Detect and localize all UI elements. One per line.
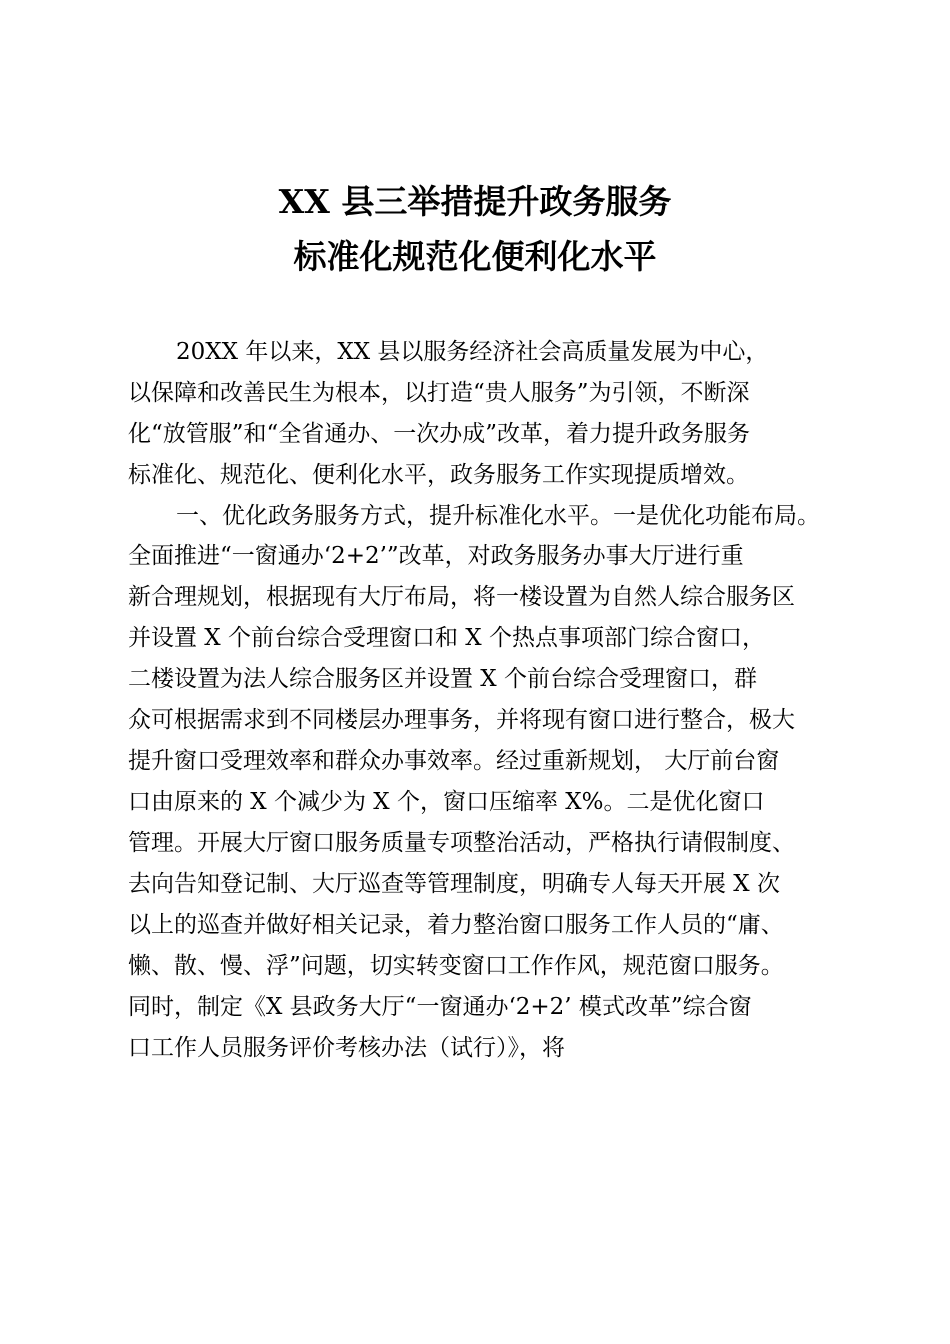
paragraph-line: 20XX 年以来，XX 县以服务经济社会高质量发展为中心， (176, 339, 769, 365)
paragraph-line: 以上的巡查并做好相关记录，着力整治窗口服务工作人员的“庸、 (128, 912, 784, 938)
paragraph-line: 提升窗口受理效率和群众办事效率。经过重新规划， 大厅前台窗 (128, 748, 780, 774)
paragraph-line: 标准化、规范化、便利化水平，政务服务工作实现提质增效。 (128, 462, 749, 488)
paragraph-line: 以保障和改善民生为根本，以打造“贵人服务”为引领，不断深 (128, 380, 750, 406)
paragraph-line: 口工作人员服务评价考核办法（试行）》，将 (128, 1035, 565, 1061)
paragraph-line: 管理。开展大厅窗口服务质量专项整治活动，严格执行请假制度、 (128, 830, 795, 856)
paragraph-line: 众可根据需求到不同楼层办理事务，并将现有窗口进行整合，极大 (128, 707, 795, 733)
paragraph-line: 并设置 X 个前台综合受理窗口和 X 个热点事项部门综合窗口， (128, 625, 765, 651)
paragraph-line: 化“放管服”和“全省通办、一次办成”改革，着力提升政务服务 (128, 421, 751, 447)
document-title-line-2: 标准化规范化便利化水平 (293, 237, 657, 276)
paragraph-line: 同时，制定《X 县政务大厅“一窗通办‘2+2’ 模式改革”综合窗 (128, 994, 752, 1020)
paragraph-line: 口由原来的 X 个减少为 X 个，窗口压缩率 X%。二是优化窗口 (128, 789, 765, 815)
paragraph-line: 一、优化政务服务方式，提升标准化水平。一是优化功能布局。 (176, 503, 820, 529)
paragraph-line: 去向告知登记制、大厅巡查等管理制度，明确专人每天开展 X 次 (128, 871, 780, 897)
paragraph-line: 二楼设置为法人综合服务区并设置 X 个前台综合受理窗口，群 (128, 666, 757, 692)
paragraph-line: 新合理规划，根据现有大厅布局，将一楼设置为自然人综合服务区 (128, 584, 795, 610)
paragraph-line: 全面推进“一窗通办‘2+2’”改革，对政务服务办事大厅进行重 (128, 543, 744, 569)
paragraph-line: 懒、散、慢、浮”问题，切实转变窗口工作作风，规范窗口服务。 (128, 953, 784, 979)
document-title-line-1: XX 县三举措提升政务服务 (278, 182, 672, 221)
